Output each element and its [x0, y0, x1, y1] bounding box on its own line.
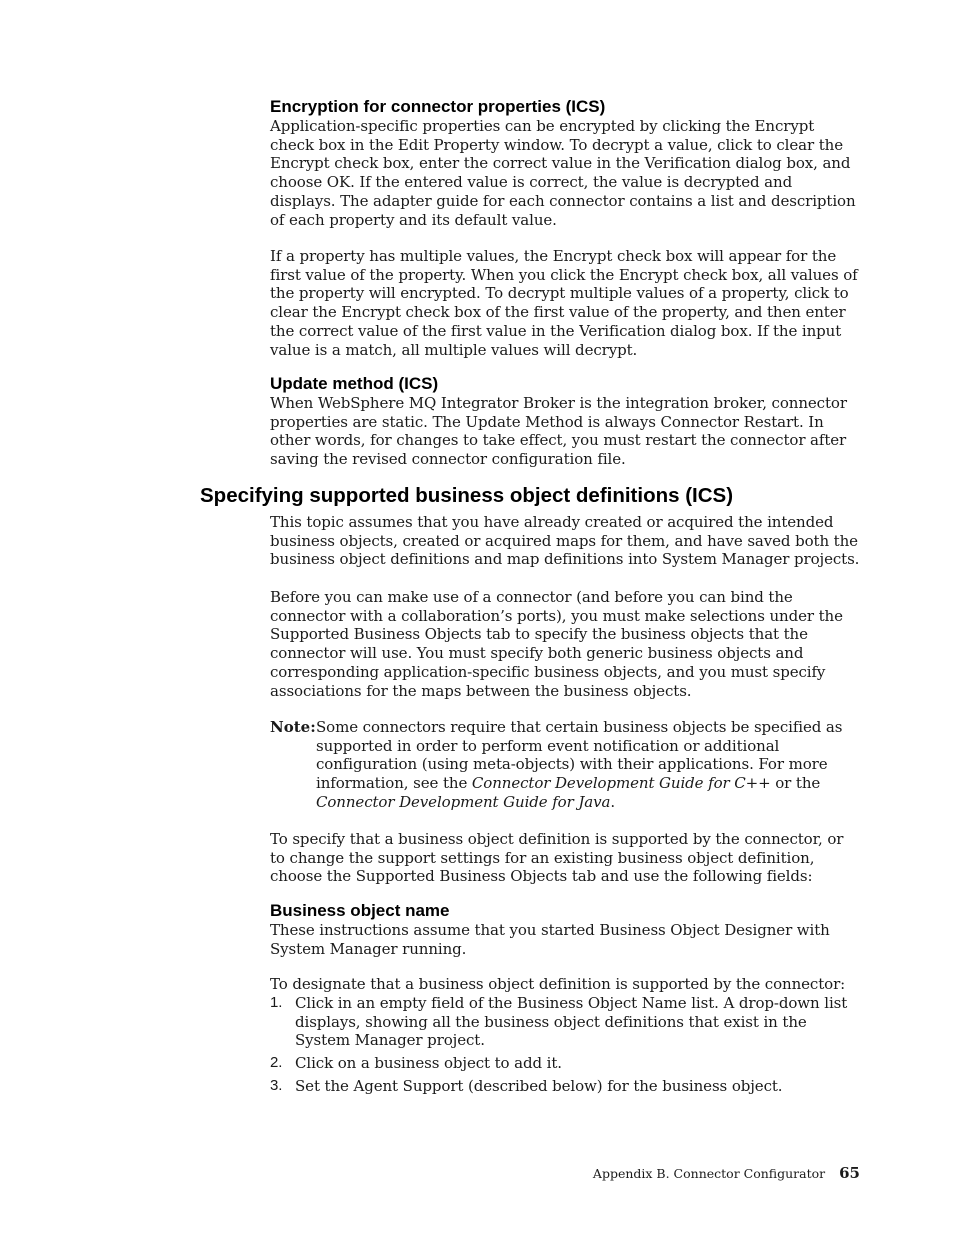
bo-name-section [270, 901, 862, 958]
list-item [270, 994, 862, 1050]
encryption-paragraph-2: If a property has multiple values, the Encrypt check box will appear for the first value of the property. When you click the Encrypt check box, all values of the property will encrypted. To decrypt multiple values of a property, click to clear the Encrypt check box of the first value of the property, and then enter the correct value of the first value in the Verification dialog box. If the input value is a match, all multiple values will decrypt. [270, 247, 858, 359]
specifying-paragraph-3: To specify that a business object definition is supported by the connector, or to change the support settings for an existing business object definition, choose the Supported Business Objects tab and use the following fields: [270, 830, 844, 886]
step-number: 2. [270, 1054, 283, 1072]
specifying-paragraph-1: This topic assumes that you have already created or acquired the intended business objects, created or acquired maps for them, and have saved both the business object definitions and map definitions into System Manager projects. [270, 513, 860, 569]
note-reference-cpp-guide: Connector Development Guide for C++ [471, 774, 771, 793]
update-method-section [270, 374, 862, 469]
bo-name-paragraph-1: These instructions assume that you started Business Object Designer with System Manager running. [270, 921, 830, 958]
note-block [270, 718, 862, 812]
list-item [270, 1077, 862, 1096]
page-number: 65 [839, 1164, 860, 1182]
note-reference-java-guide: Connector Development Guide for Java [316, 792, 611, 811]
bo-name-section-cont [270, 975, 862, 1096]
list-item [270, 1054, 862, 1073]
encryption-section-cont [270, 247, 862, 359]
bo-name-paragraph-2: To designate that a business object definition is supported by the connector: [270, 975, 846, 993]
step-text: Click on a business object to add it. [295, 1054, 562, 1073]
note-text [316, 718, 862, 812]
step-text: Click in an empty field of the Business Object Name list. A drop-down list displays, showing all the business object definitions that exist in the System Manager project. [295, 994, 848, 1050]
note-text-part-3: . [610, 792, 615, 811]
update-method-paragraph: When WebSphere MQ Integrator Broker is the integration broker, connector properties are static. The Update Method is always Connector Restart. In other words, for changes to take effect, you must restart the connector after saving the revised connector configuration file. [270, 394, 847, 469]
page-footer [560, 1164, 860, 1183]
specifying-section-end [270, 830, 862, 886]
update-method-heading: Update method (ICS) [270, 374, 439, 393]
specifying-section-cont [270, 588, 862, 700]
note-text-part-1: Some connectors require that certain business objects be specified as supported in order to perform event notification or additional configuration (using meta-objects) with their applications. For more information, see the [316, 718, 843, 793]
specifying-section [270, 513, 862, 569]
encryption-heading: Encryption for connector properties (ICS) [270, 97, 606, 116]
specifying-paragraph-2: Before you can make use of a connector (and before you can bind the connector with a collaboration’s ports), you must make selections under the Supported Business Objects tab to specify the business objects that the connector will use. You must specify both generic business objects and corresponding application-specific business objects, and you must specify associations for the maps between the business objects. [270, 588, 843, 700]
specifying-heading: Specifying supported business object definitions (ICS) [200, 484, 734, 507]
note-label: Note: [270, 718, 316, 736]
bo-name-steps [270, 994, 862, 1096]
footer-chapter: Appendix B. Connector Configurator [592, 1166, 826, 1181]
step-number: 1. [270, 994, 283, 1011]
encryption-paragraph-1: Application-specific properties can be encrypted by clicking the Encrypt check box in the Edit Property window. To decrypt a value, click to clear the Encrypt check box, enter the correct value in the Verification dialog box, and choose OK. If the entered value is correct, the value is decrypted and displays. The adapter guide for each connector contains a list and description of each property and its default value. [270, 117, 856, 229]
step-number: 3. [270, 1076, 283, 1094]
step-text: Set the Agent Support (described below) for the business object. [295, 1076, 783, 1095]
note-text-part-2: or the [770, 774, 821, 793]
encryption-section [270, 97, 862, 229]
bo-name-heading: Business object name [270, 901, 450, 920]
